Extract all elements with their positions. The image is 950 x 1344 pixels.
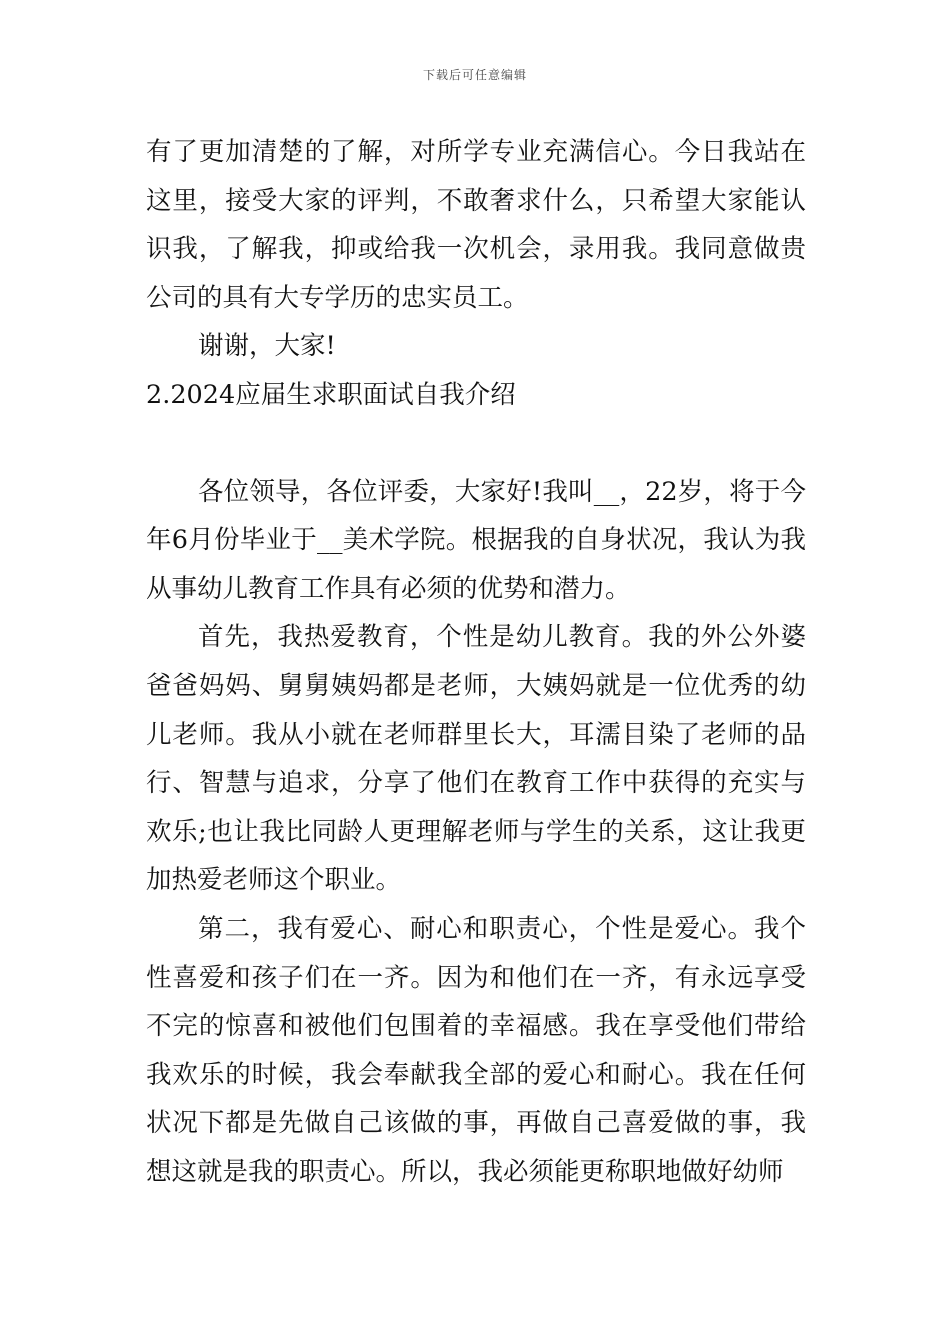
continued-paragraph: 有了更加清楚的了解，对所学专业充满信心。今日我站在这里，接受大家的评判，不敢奢求什么，只希望大家能认识我，了解我，抑或给我一次机会，录用我。我同意做贵公司的具有大专学历的忠实员工。 [146,137,806,313]
page-header-note: 下载后可任意编辑 [422,68,527,82]
thanks-line: 谢谢，大家! [198,331,336,362]
first-point-paragraph: 首先，我热爱教育，个性是幼儿教育。我的外公外婆爸爸妈妈、舅舅姨妈都是老师，大姨妈就是一位优秀的幼儿老师。我从小就在老师群里长大，耳濡目染了老师的品行、智慧与追求，分享了他们在教育工作中获得的充实与欢乐;也让我比同龄人更理解老师与学生的关系，这让我更加热爱老师这个职业。 [146,622,806,896]
section-spacer [146,420,806,468]
second-point-paragraph: 第二，我有爱心、耐心和职责心，个性是爱心。我个性喜爱和孩子们在一齐。因为和他们在一齐，有永远享受不完的惊喜和被他们包围着的幸福感。我在享受他们带给我欢乐的时候，我会奉献我全部的爱心和耐心。我在任何状况下都是先做自己该做的事，再做自己喜爱做的事，我想这就是我的职责心。所以，我必须能更称职地做好幼师 [146,913,806,1187]
document-body [146,128,806,1196]
section-title: 2.2024应届生求职面试自我介绍 [146,379,516,410]
intro-paragraph: 各位领导，各位评委，大家好!我叫__，22岁，将于今年6月份毕业于__美术学院。根据我的自身状况，我认为我从事幼儿教育工作具有必须的优势和潜力。 [146,476,806,604]
